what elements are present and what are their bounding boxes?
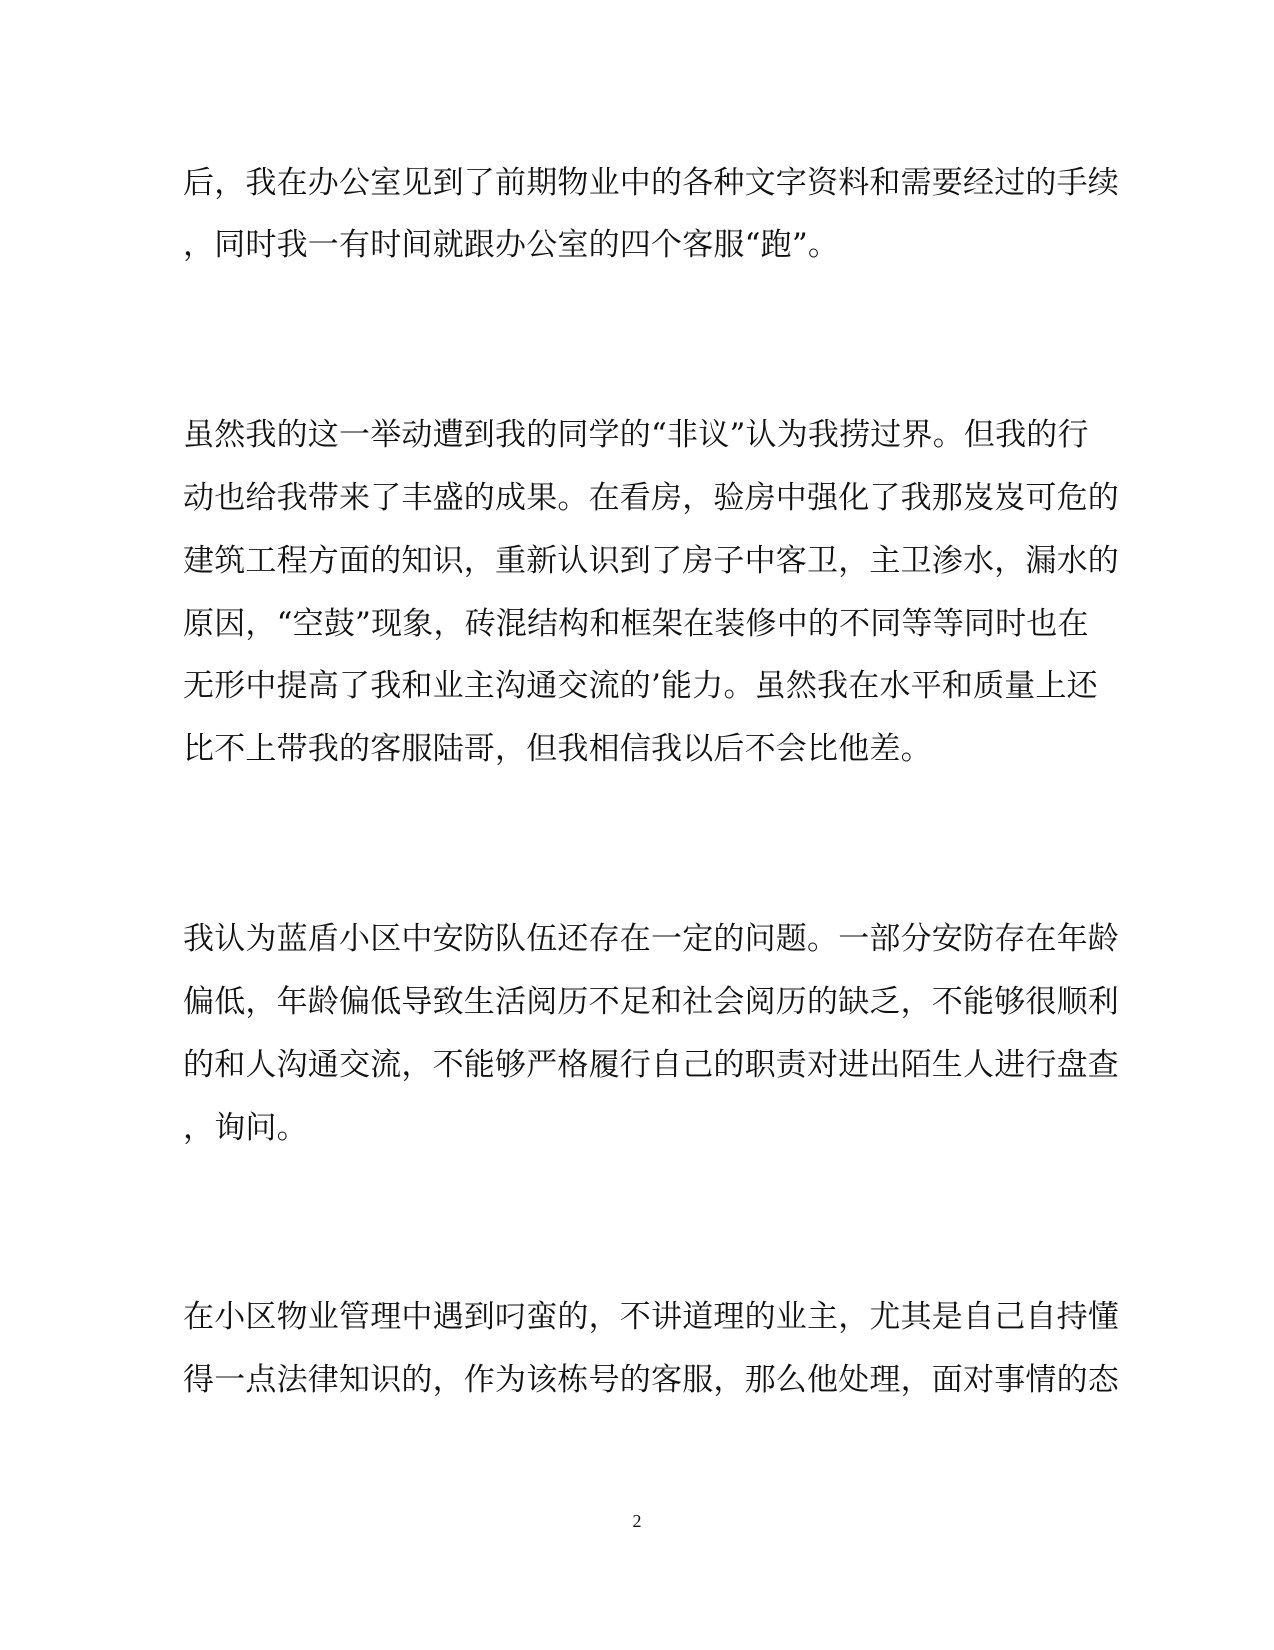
page-number: 2 bbox=[632, 1511, 642, 1531]
paragraph-4-line-1: 在小区物业管理中遇到叼蛮的，不讲道理的业主，尤其是自己自持懂 bbox=[183, 1299, 1119, 1335]
paragraph-3-line-2: 偏低，年龄偏低导致生活阅历不足和社会阅历的缺乏，不能够很顺利 bbox=[183, 984, 1119, 1020]
paragraph-2-line-3: 建筑工程方面的知识，重新认识到了房子中客卫，主卫渗水，漏水的 bbox=[183, 543, 1119, 579]
paragraph-2-line-1: 虽然我的这一举动遭到我的同学的“非议”认为我捞过界。但我的行 bbox=[183, 417, 1089, 453]
paragraph-1-line-1: 后，我在办公室见到了前期物业中的各种文字资料和需要经过的手续 bbox=[183, 165, 1119, 201]
paragraph-3-line-1: 我认为蓝盾小区中安防队伍还存在一定的问题。一部分安防存在年龄 bbox=[183, 921, 1119, 957]
paragraph-3-line-4: ，询问。 bbox=[183, 1110, 308, 1146]
paragraph-3-line-3: 的和人沟通交流，不能够严格履行自己的职责对进出陌生人进行盘查 bbox=[183, 1047, 1119, 1083]
paragraph-2-line-5: 无形中提高了我和业主沟通交流的’能力。虽然我在水平和质量上还 bbox=[183, 668, 1098, 704]
paragraph-2-line-2: 动也给我带来了丰盛的成果。在看房，验房中强化了我那岌岌可危的 bbox=[183, 480, 1119, 516]
paragraph-4-line-2: 得一点法律知识的，作为该栋号的客服，那么他处理，面对事情的态 bbox=[183, 1362, 1119, 1398]
paragraph-1-line-2: ，同时我一有时间就跟办公室的四个客服“跑”。 bbox=[183, 227, 840, 263]
paragraph-2-line-4: 原因，“空鼓”现象，砖混结构和框架在装修中的不同等等同时也在 bbox=[183, 606, 1089, 642]
paragraph-2-line-6: 比不上带我的客服陆哥，但我相信我以后不会比他差。 bbox=[183, 731, 932, 767]
